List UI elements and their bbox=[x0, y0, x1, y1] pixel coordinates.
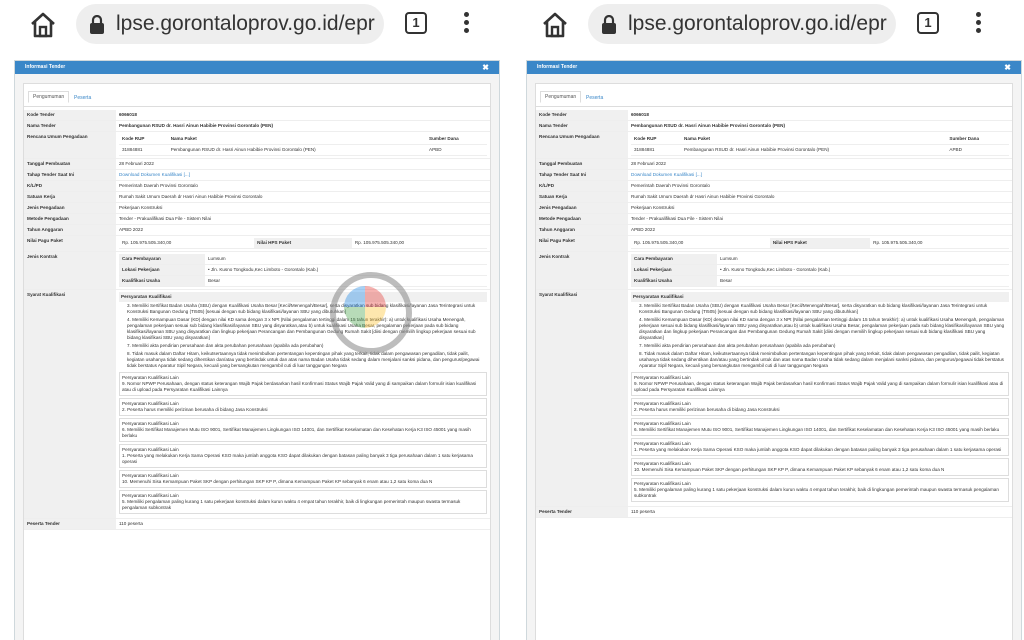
tender-info-modal bbox=[14, 60, 500, 640]
tab-pengumuman[interactable]: Pengumuman bbox=[28, 91, 69, 103]
label-jenis: Jenis Pengadaan bbox=[24, 203, 116, 214]
label-lokasi: Lokasi Pekerjaan bbox=[119, 265, 205, 276]
label-klpd: K/L/PD bbox=[24, 181, 116, 192]
label-cara: Cara Pembayaran bbox=[119, 254, 205, 265]
rup-header: Nama Paket bbox=[681, 134, 946, 145]
label-kontrak: Jenis Kontrak bbox=[24, 252, 116, 290]
lain-desc: 2. Peserta harus memiliki perizinan berusaha di bidang Jasa Konstruksi bbox=[634, 407, 780, 412]
lain-title: Persyaratan Kualifikasi Lain bbox=[122, 447, 179, 452]
lain-desc: 10. Memenuhi Sisa Kemampuan Paket SKP dengan perhitungan SKP KP P, dimana Kemampuan Paket KP sebanyak 6 enam atau 1,2 satu koma dua N bbox=[634, 467, 945, 472]
lain-title: Persyaratan Kualifikasi Lain bbox=[122, 421, 179, 426]
tab-switcher-button[interactable]: 1 bbox=[917, 12, 939, 34]
lain-title: Persyaratan Kualifikasi Lain bbox=[634, 421, 691, 426]
rup-header: Sumber Dana bbox=[946, 134, 1009, 145]
value-nama: Pembangunan RSUD dr. Hasri Ainun Habibie Provinsi Gorontalo (PEN) bbox=[628, 121, 1012, 132]
label-satker: Satuan Kerja bbox=[536, 192, 628, 203]
rup-cell: Pembangunan RSUD dr. Hasri Ainun Habibie Provinsi Gorontalo (PEN) bbox=[681, 145, 946, 156]
label-tanggal: Tanggal Pembuatan bbox=[536, 159, 628, 170]
label-kualifikasi: Kualifikasi Usaha bbox=[631, 276, 717, 287]
rup-cell: Pembangunan RSUD dr. Hasri Ainun Habibie Provinsi Gorontalo (PEN) bbox=[168, 145, 426, 156]
syarat-title: Persyaratan Kualifikasi bbox=[119, 292, 487, 302]
rup-header: Nama Paket bbox=[168, 134, 426, 145]
label-kontrak: Jenis Kontrak bbox=[536, 252, 628, 290]
label-satker: Satuan Kerja bbox=[24, 192, 116, 203]
rup-table bbox=[631, 134, 1009, 156]
label-kode: Kode Tender bbox=[24, 110, 116, 121]
rup-cell: APBD bbox=[426, 145, 487, 156]
value-hps: Rp. 105.975.505.340,00 bbox=[870, 238, 1009, 249]
lain-desc: 9. Nomor NPWP Perusahaan, dengan status keterangan Wajib Pajak berdasarkan hasil Konfirmasi Status Wajib Pajak Valid yang di sampaikan dalam formulir isian kualifikasi atau di upload pada Persyaratan Kualifikasi Lainnya bbox=[634, 381, 1004, 392]
watermark-logo bbox=[330, 272, 412, 354]
right-screenshot bbox=[512, 0, 1024, 640]
tender-info-table: Kode Tender 6066018 Nama Tender Pembangunan RSUD dr. Hasri Ainun Habibie Provinsi Gorontalo (PEN) Rencana Umum Pengadaan Kode RUP Nama Paket Sumber Dana 31884881 Pembangunan RSUD dr. Hasri Ainun Habibie Provinsi Gorontalo (PEN) APBD Tanggal Pembuatan 28 Februari 2022 Tahap Tender Saat Ini Download Dokumen Kualifikasi [...] K/L/PD Pemerintah Daerah Provinsi Gorontalo Satuan Kerja Rumah Sakit Umum Daerah dr Hasri Ainun Habibie Provinsi Gorontalo Jenis Pengadaan Pekerjaan Konstruksi Metode Pengadaan Tender - Prakualifikasi Dua File - Sistem Nilai Tahun Anggaran APBD 2022 Nilai Pagu Paket Rp. 105.975.505.340,00 Nilai HPS Paket Rp. 105.975.505.340,00 Jenis Kontrak Cara Pembayaran Lumsum Lokasi Pekerjaan • Jln. Kusno Tongkodu,Kec Limboto - Gorontalo (Kab.) Kualifikasi Usaha Besar Syarat Kualifikasi Persyaratan Kualifikasi 3. Memiliki Sertifikat Badan Usaha (SBU) dengan Kualifikasi Usaha Besar [Kecil/Menengah/Besar], serta disyaratkan sub bidang klasifikasi/layanan Jasa Terintegrasi untuk Konstruksi Bangunan Gedung (TI505) [sesuai dengan sub bidang klasifikasi/layanan SBU yang dibutuhkan] 4. Memiliki Kemampuan Dasar (KD) dengan nilai KD sama dengan 3 x NPt (Nilai pengalaman tertinggi dalam 15 tahun terakhir): a) untuk kualifikasi Usaha Menengah, pengalaman pekerjaan sesuai sub bidang klasifikasi/layanan SBU yang disyaratkan,atau b) untuk kualifikasi Usaha Besar, pengalaman pekerjaan pada sub bidang klasifikasi/layanan SBU yang disyaratkan dan lingkup pekerjaan Perancangan dan Pembangunan Gedung Rumah Sakit [diisi dengan memilih lingkup pekerjaan sesuai sub bidang klasifikasi SBU yang disyaratkan] 7. Memiliki akta pendirian perusahaan dan akta perubahan perusahaan (apabila ada perubahan) 8. Tidak masuk dalam Daftar Hitam, keikutsertaannya tidak menimbulkan pertentangan kepentingan pihak yang terkait, tidak dalam pengawasan pengadilan, tidak pailit, kegiatan usahanya tidak sedang dihentikan dan/atau yang bertindak untuk dan atas nama Badan Usaha tidak sedang dalam menjalani sanksi pidana, dan pengurus/pegawai tidak berstatus Aparatur Sipil Negara, kecuali yang bersangkutan mengambil cuti di luar tanggungan Negara Persyaratan Kualifikasi Lain 9. Nomor NPWP Perusahaan, dengan status keterangan Wajib Pajak berdasarkan hasil Konfirmasi Status Wajib Pajak Valid yang di sampaikan dalam formulir isian kualifikasi atau di upload pada Persyaratan Kualifikasi Lainnya Persyaratan Kualifikasi Lain 2. Peserta harus memiliki perizinan berusaha di bidang Jasa Konstruksi Persyaratan Kualifikasi Lain 6. Memiliki Sertifikat Manajemen Mutu ISO 9001, Sertifikat Manajemen Lingkungan ISO 14001, dan Sertifikat Keselamatan dan Kesehatan Kerja K3 ISO 45001 yang masih berlaku Persyaratan Kualifikasi Lain 1. Peserta yang melakukan Kerja Sama Operasi KSO maka jumlah anggota KSO dapat dilakukan dengan batasan paling banyak 3 tiga perusahaan dalam 1 satu kerjasama operasi Persyaratan Kualifikasi Lain 10. Memenuhi Sisa Kemampuan Paket SKP dengan perhitungan SKP KP P, dimana Kemampuan Paket KP sebanyak 6 enam atau 1,2 satu koma dua N Persyaratan Kualifikasi Lain 5. Memiliki pengalaman paling kurang 1 satu pekerjaan konstruksi dalam kurun waktu 4 empat tahun terakhir, baik di lingkungan pemerintah maupun swasta termasuk pengalaman subkontrak Peserta Tender 110 peserta bbox=[536, 110, 1012, 518]
label-tahun: Tahun Anggaran bbox=[24, 225, 116, 236]
label-rup: Rencana Umum Pengadaan bbox=[24, 132, 116, 159]
value-jenis: Pekerjaan Konstruksi bbox=[628, 203, 1012, 214]
lain-desc: 9. Nomor NPWP Perusahaan, dengan status keterangan Wajib Pajak berdasarkan hasil Konfirmasi Status Wajib Pajak Valid yang di sampaikan dalam formulir isian kualifikasi atau di upload pada Persyaratan Kualifikasi Lainnya bbox=[122, 381, 477, 392]
tab-switcher-button[interactable]: 1 bbox=[405, 12, 427, 34]
value-klpd: Pemerintah Daerah Provinsi Gorontalo bbox=[116, 181, 490, 192]
lain-title: Persyaratan Kualifikasi Lain bbox=[634, 375, 691, 380]
tab-bar bbox=[24, 84, 490, 107]
lock-icon bbox=[88, 15, 106, 35]
value-tahun: APBD 2022 bbox=[628, 225, 1012, 236]
label-pagu: Nilai Pagu Paket bbox=[536, 236, 628, 252]
value-metode: Tender - Prakualifikasi Dua File - Sistem Nilai bbox=[628, 214, 1012, 225]
value-tanggal: 28 Februari 2022 bbox=[628, 159, 1012, 170]
label-peserta: Peserta Tender bbox=[24, 519, 116, 530]
label-lokasi: Lokasi Pekerjaan bbox=[631, 265, 717, 276]
tab-peserta[interactable]: Peserta bbox=[74, 95, 92, 101]
value-cara: Lumsum bbox=[717, 254, 1009, 265]
home-icon[interactable] bbox=[28, 12, 58, 38]
modal-title: Informasi Tender bbox=[537, 64, 578, 70]
value-nama: Pembangunan RSUD dr. Hasri Ainun Habibie Provinsi Gorontalo (PEN) bbox=[116, 121, 490, 132]
modal-title: Informasi Tender bbox=[25, 64, 66, 70]
tahap-link[interactable]: Download Dokumen Kualifikasi [...] bbox=[116, 170, 490, 181]
value-lokasi: Jln. Kusno Tongkodu,Kec Limboto - Gorontalo (Kab.) bbox=[722, 267, 831, 272]
lain-desc: 2. Peserta harus memiliki perizinan berusaha di bidang Jasa Konstruksi bbox=[122, 407, 268, 412]
label-tahun: Tahun Anggaran bbox=[536, 225, 628, 236]
syarat-item: 4. Memiliki Kemampuan Dasar (KD) dengan nilai KD sama dengan 3 x NPt (Nilai pengalaman tertinggi dalam 15 tahun terakhir): a) untuk kualifikasi Usaha Menengah, pengalaman pekerjaan sesuai sub bidang klasifikasi/layanan SBU yang disyaratkan,atau b) untuk kualifikasi Usaha Besar, pengalaman pekerjaan pada sub bidang klasifikasi/layanan SBU yang disyaratkan dan lingkup pekerjaan Perancangan dan Pembangunan Gedung Rumah Sakit [diisi dengan memilih lingkup pekerjaan sesuai sub bidang klasifikasi SBU yang disyaratkan] bbox=[127, 317, 476, 340]
modal-header bbox=[15, 61, 499, 74]
label-nama: Nama Tender bbox=[536, 121, 628, 132]
lain-title: Persyaratan Kualifikasi Lain bbox=[634, 461, 691, 466]
value-peserta: 110 peserta bbox=[628, 507, 1012, 518]
syarat-item: 7. Memiliki akta pendirian perusahaan dan akta perubahan perusahaan (apabila ada perubahan) bbox=[639, 343, 836, 348]
label-pagu: Nilai Pagu Paket bbox=[24, 236, 116, 252]
label-tanggal: Tanggal Pembuatan bbox=[24, 159, 116, 170]
lain-title: Persyaratan Kualifikasi Lain bbox=[122, 375, 179, 380]
value-kode: 6066018 bbox=[628, 110, 1012, 121]
modal-header bbox=[527, 61, 1021, 74]
rup-header: Kode RUP bbox=[631, 134, 681, 145]
modal-body bbox=[535, 83, 1013, 640]
url-text: lpse.gorontaloprov.go.id/epr bbox=[116, 12, 375, 35]
label-kode: Kode Tender bbox=[536, 110, 628, 121]
lain-desc: 5. Memiliki pengalaman paling kurang 1 satu pekerjaan konstruksi dalam kurun waktu 4 empat tahun terakhir, baik di lingkungan pemerintah maupun swasta termasuk pengalaman subkontrak bbox=[634, 487, 999, 498]
label-metode: Metode Pengadaan bbox=[24, 214, 116, 225]
lain-title: Persyaratan Kualifikasi Lain bbox=[122, 473, 179, 478]
label-nama: Nama Tender bbox=[24, 121, 116, 132]
lain-title: Persyaratan Kualifikasi Lain bbox=[122, 401, 179, 406]
label-syarat: Syarat Kualifikasi bbox=[24, 290, 116, 519]
tab-pengumuman[interactable]: Pengumuman bbox=[540, 91, 581, 103]
tab-peserta[interactable]: Peserta bbox=[586, 95, 604, 101]
rup-cell: APBD bbox=[946, 145, 1009, 156]
tahap-link[interactable]: Download Dokumen Kualifikasi [...] bbox=[628, 170, 1012, 181]
value-kode: 6066018 bbox=[116, 110, 490, 121]
syarat-item: 4. Memiliki Kemampuan Dasar (KD) dengan nilai KD sama dengan 3 x NPt (Nilai pengalaman tertinggi dalam 15 tahun terakhir): a) untuk kualifikasi Usaha Menengah, pengalaman pekerjaan sesuai sub bidang klasifikasi/layanan SBU yang disyaratkan,atau b) untuk kualifikasi Usaha Besar, pengalaman pekerjaan pada sub bidang klasifikasi/layanan SBU yang disyaratkan dan lingkup pekerjaan Perancangan dan Pembangunan Gedung Rumah Sakit [diisi dengan memilih lingkup pekerjaan sesuai sub bidang klasifikasi SBU yang disyaratkan] bbox=[639, 317, 1005, 340]
label-tahap: Tahap Tender Saat Ini bbox=[536, 170, 628, 181]
tab-bar bbox=[536, 84, 1012, 107]
browser-toolbar bbox=[512, 0, 1024, 50]
label-syarat: Syarat Kualifikasi bbox=[536, 290, 628, 507]
value-satker: Rumah Sakit Umum Daerah dr Hasri Ainun Habibie Provinsi Gorontalo bbox=[628, 192, 1012, 203]
label-hps: Nilai HPS Paket bbox=[254, 238, 352, 249]
syarat-item: 7. Memiliki akta pendirian perusahaan dan akta perubahan perusahaan (apabila ada perubahan) bbox=[127, 343, 324, 348]
modal-body bbox=[23, 83, 491, 640]
label-metode: Metode Pengadaan bbox=[536, 214, 628, 225]
lain-desc: 6. Memiliki Sertifikat Manajemen Mutu ISO 9001, Sertifikat Manajemen Lingkungan ISO 14001, dan Sertifikat Keselamatan dan Kesehatan Kerja K3 ISO 45001 yang masih berlaku bbox=[634, 427, 1000, 432]
value-peserta: 110 peserta bbox=[116, 519, 490, 530]
label-kualifikasi: Kualifikasi Usaha bbox=[119, 276, 205, 287]
value-satker: Rumah Sakit Umum Daerah dr Hasri Ainun Habibie Provinsi Gorontalo bbox=[116, 192, 490, 203]
value-jenis: Pekerjaan Konstruksi bbox=[116, 203, 490, 214]
tender-info-table: Kode Tender 6066018 Nama Tender Pembangunan RSUD dr. Hasri Ainun Habibie Provinsi Gorontalo (PEN) Rencana Umum Pengadaan Kode RUP Nama Paket Sumber Dana 31884881 Pembangunan RSUD dr. Hasri Ainun Habibie Provinsi Gorontalo (PEN) APBD Tanggal Pembuatan 28 Februari 2022 Tahap Tender Saat Ini Download Dokumen Kualifikasi [...] K/L/PD Pemerintah Daerah Provinsi Gorontalo Satuan Kerja Rumah Sakit Umum Daerah dr Hasri Ainun Habibie Provinsi Gorontalo Jenis Pengadaan Pekerjaan Konstruksi Metode Pengadaan Tender - Prakualifikasi Dua File - Sistem Nilai Tahun Anggaran APBD 2022 Nilai Pagu Paket Rp. 105.975.505.340,00 Nilai HPS Paket Rp. 105.975.505.340,00 Jenis Kontrak Cara Pembayaran Lumsum Lokasi Pekerjaan • Jln. Kusno Tongkodu,Kec Limboto - Gorontalo (Kab.) Kualifikasi Usaha Besar Syarat Kualifikasi Persyaratan Kualifikasi 3. Memiliki Sertifikat Badan Usaha (SBU) dengan Kualifikasi Usaha Besar [Kecil/Menengah/Besar], serta disyaratkan sub bidang klasifikasi/layanan Jasa Terintegrasi untuk Konstruksi Bangunan Gedung (TI505) [sesuai dengan sub bidang klasifikasi/layanan SBU yang dibutuhkan] 4. Memiliki Kemampuan Dasar (KD) dengan nilai KD sama dengan 3 x NPt (Nilai pengalaman tertinggi dalam 15 tahun terakhir): a) untuk kualifikasi Usaha Menengah, pengalaman pekerjaan sesuai sub bidang klasifikasi/layanan SBU yang disyaratkan,atau b) untuk kualifikasi Usaha Besar, pengalaman pekerjaan pada sub bidang klasifikasi/layanan SBU yang disyaratkan dan lingkup pekerjaan Perancangan dan Pembangunan Gedung Rumah Sakit [diisi dengan memilih lingkup pekerjaan sesuai sub bidang klasifikasi SBU yang disyaratkan] 7. Memiliki akta pendirian perusahaan dan akta perubahan perusahaan (apabila ada perubahan) 8. Tidak masuk dalam Daftar Hitam, keikutsertaannya tidak menimbulkan pertentangan kepentingan pihak yang terkait, tidak dalam pengawasan pengadilan, tidak pailit, kegiatan usahanya tidak sedang dihentikan dan/atau yang bertindak untuk dan atas nama Badan Usaha tidak sedang dalam menjalani sanksi pidana, dan pengurus/pegawai tidak berstatus Aparatur Sipil Negara, kecuali yang bersangkutan mengambil cuti di luar tanggungan Negara Persyaratan Kualifikasi Lain 9. Nomor NPWP Perusahaan, dengan status keterangan Wajib Pajak berdasarkan hasil Konfirmasi Status Wajib Pajak Valid yang di sampaikan dalam formulir isian kualifikasi atau di upload pada Persyaratan Kualifikasi Lainnya Persyaratan Kualifikasi Lain 2. Peserta harus memiliki perizinan berusaha di bidang Jasa Konstruksi Persyaratan Kualifikasi Lain 6. Memiliki Sertifikat Manajemen Mutu ISO 9001, Sertifikat Manajemen Lingkungan ISO 14001, dan Sertifikat Keselamatan dan Kesehatan Kerja K3 ISO 45001 yang masih berlaku Persyaratan Kualifikasi Lain 1. Peserta yang melakukan Kerja Sama Operasi KSO maka jumlah anggota KSO dapat dilakukan dengan batasan paling banyak 3 tiga perusahaan dalam 1 satu kerjasama operasi Persyaratan Kualifikasi Lain 10. Memenuhi Sisa Kemampuan Paket SKP dengan perhitungan SKP KP P, dimana Kemampuan Paket KP sebanyak 6 enam atau 1,2 satu koma dua N Persyaratan Kualifikasi Lain 5. Memiliki pengalaman paling kurang 1 satu pekerjaan konstruksi dalam kurun waktu 4 empat tahun terakhir, baik di lingkungan pemerintah maupun swasta termasuk pengalaman subkontrak Peserta Tender 110 peserta bbox=[24, 110, 490, 530]
value-klpd: Pemerintah Daerah Provinsi Gorontalo bbox=[628, 181, 1012, 192]
rup-header: Sumber Dana bbox=[426, 134, 487, 145]
value-lokasi: Jln. Kusno Tongkodu,Kec Limboto - Gorontalo (Kab.) bbox=[210, 267, 319, 272]
close-icon[interactable]: ✖ bbox=[482, 63, 489, 72]
lain-desc: 1. Peserta yang melakukan Kerja Sama Operasi KSO maka jumlah anggota KSO dapat dilakukan dengan batasan paling banyak 3 tiga perusahaan dalam 1 satu kerjasama operasi bbox=[634, 447, 1002, 452]
url-bar[interactable] bbox=[76, 4, 384, 44]
value-pagu: Rp. 105.975.505.340,00 bbox=[119, 238, 254, 249]
value-metode: Tender - Prakualifikasi Dua File - Sistem Nilai bbox=[116, 214, 490, 225]
url-bar[interactable] bbox=[588, 4, 896, 44]
lain-desc: 1. Peserta yang melakukan Kerja Sama Operasi KSO maka jumlah anggota KSO dapat dilakukan dengan batasan paling banyak 3 tiga perusahaan dalam 1 satu kerjasama operasi bbox=[122, 453, 473, 464]
lain-title: Persyaratan Kualifikasi Lain bbox=[634, 441, 691, 446]
lain-desc: 10. Memenuhi Sisa Kemampuan Paket SKP dengan perhitungan SKP KP P, dimana Kemampuan Paket KP sebanyak 6 enam atau 1,2 satu koma dua N bbox=[122, 479, 433, 484]
url-text: lpse.gorontaloprov.go.id/epr bbox=[628, 12, 887, 35]
tender-info-modal bbox=[526, 60, 1022, 640]
label-jenis: Jenis Pengadaan bbox=[536, 203, 628, 214]
value-tanggal: 28 Februari 2022 bbox=[116, 159, 490, 170]
syarat-item: 8. Tidak masuk dalam Daftar Hitam, keikutsertaannya tidak menimbulkan pertentangan kepentingan pihak yang terkait, tidak dalam pengawasan pengadilan, tidak pailit, kegiatan usahanya tidak sedang dihentikan dan/atau yang bertindak untuk dan atas nama Badan Usaha tidak sedang dalam menjalani sanksi pidana, dan pengurus/pegawai tidak berstatus Aparatur Sipil Negara, kecuali yang bersangkutan mengambil cuti di luar tanggungan Negara bbox=[639, 351, 1004, 368]
syarat-item: 3. Memiliki Sertifikat Badan Usaha (SBU) dengan Kualifikasi Usaha Besar [Kecil/Menengah/Besar], serta disyaratkan sub bidang klasifikasi/layanan Jasa Terintegrasi untuk Konstruksi Bangunan Gedung (TI505) [sesuai dengan sub bidang klasifikasi/layanan SBU yang dibutuhkan] bbox=[639, 303, 988, 314]
lain-title: Persyaratan Kualifikasi Lain bbox=[634, 401, 691, 406]
value-tahun: APBD 2022 bbox=[116, 225, 490, 236]
menu-dots-icon[interactable] bbox=[974, 12, 982, 38]
rup-table bbox=[119, 134, 487, 156]
value-hps: Rp. 105.975.505.340,00 bbox=[352, 238, 487, 249]
value-cara: Lumsum bbox=[205, 254, 487, 265]
rup-cell: 31884881 bbox=[631, 145, 681, 156]
syarat-item: 8. Tidak masuk dalam Daftar Hitam, keikutsertaannya tidak menimbulkan pertentangan kepentingan pihak yang terkait, tidak dalam pengawasan pengadilan, tidak pailit, kegiatan usahanya tidak sedang dihentikan dan/atau yang bertindak untuk dan atas nama Badan Usaha tidak sedang dalam menjalani sanksi pidana, dan pengurus/pegawai tidak berstatus Aparatur Sipil Negara, kecuali yang bersangkutan mengambil cuti di luar tanggungan Negara bbox=[127, 351, 480, 368]
lain-title: Persyaratan Kualifikasi Lain bbox=[634, 481, 691, 486]
label-tahap: Tahap Tender Saat Ini bbox=[24, 170, 116, 181]
lain-title: Persyaratan Kualifikasi Lain bbox=[122, 493, 179, 498]
syarat-title: Persyaratan Kualifikasi bbox=[631, 292, 1009, 302]
label-cara: Cara Pembayaran bbox=[631, 254, 717, 265]
value-kualifikasi: Besar bbox=[205, 276, 487, 287]
value-pagu: Rp. 105.975.505.340,00 bbox=[631, 238, 770, 249]
close-icon[interactable]: ✖ bbox=[1004, 63, 1011, 72]
value-kualifikasi: Besar bbox=[717, 276, 1009, 287]
menu-dots-icon[interactable] bbox=[462, 12, 470, 38]
lain-desc: 6. Memiliki Sertifikat Manajemen Mutu ISO 9001, Sertifikat Manajemen Lingkungan ISO 14001, dan Sertifikat Keselamatan dan Kesehatan Kerja K3 ISO 45001 yang masih berlaku bbox=[122, 427, 471, 438]
label-hps: Nilai HPS Paket bbox=[770, 238, 870, 249]
rup-header: Kode RUP bbox=[119, 134, 168, 145]
lain-desc: 5. Memiliki pengalaman paling kurang 1 satu pekerjaan konstruksi dalam kurun waktu 4 empat tahun terakhir, baik di lingkungan pemerintah maupun swasta termasuk pengalaman subkontrak bbox=[122, 499, 461, 510]
syarat-item: 3. Memiliki Sertifikat Badan Usaha (SBU) dengan Kualifikasi Usaha Besar [Kecil/Menengah/Besar], serta disyaratkan sub bidang klasifikasi/layanan Jasa Terintegrasi untuk Konstruksi Bangunan Gedung (TI505) [sesuai dengan sub bidang klasifikasi/layanan SBU yang dibutuhkan] bbox=[127, 303, 476, 314]
browser-toolbar bbox=[0, 0, 512, 50]
home-icon[interactable] bbox=[540, 12, 570, 38]
label-rup: Rencana Umum Pengadaan bbox=[536, 132, 628, 159]
lock-icon bbox=[600, 15, 618, 35]
rup-cell: 31884881 bbox=[119, 145, 168, 156]
label-peserta: Peserta Tender bbox=[536, 507, 628, 518]
label-klpd: K/L/PD bbox=[536, 181, 628, 192]
